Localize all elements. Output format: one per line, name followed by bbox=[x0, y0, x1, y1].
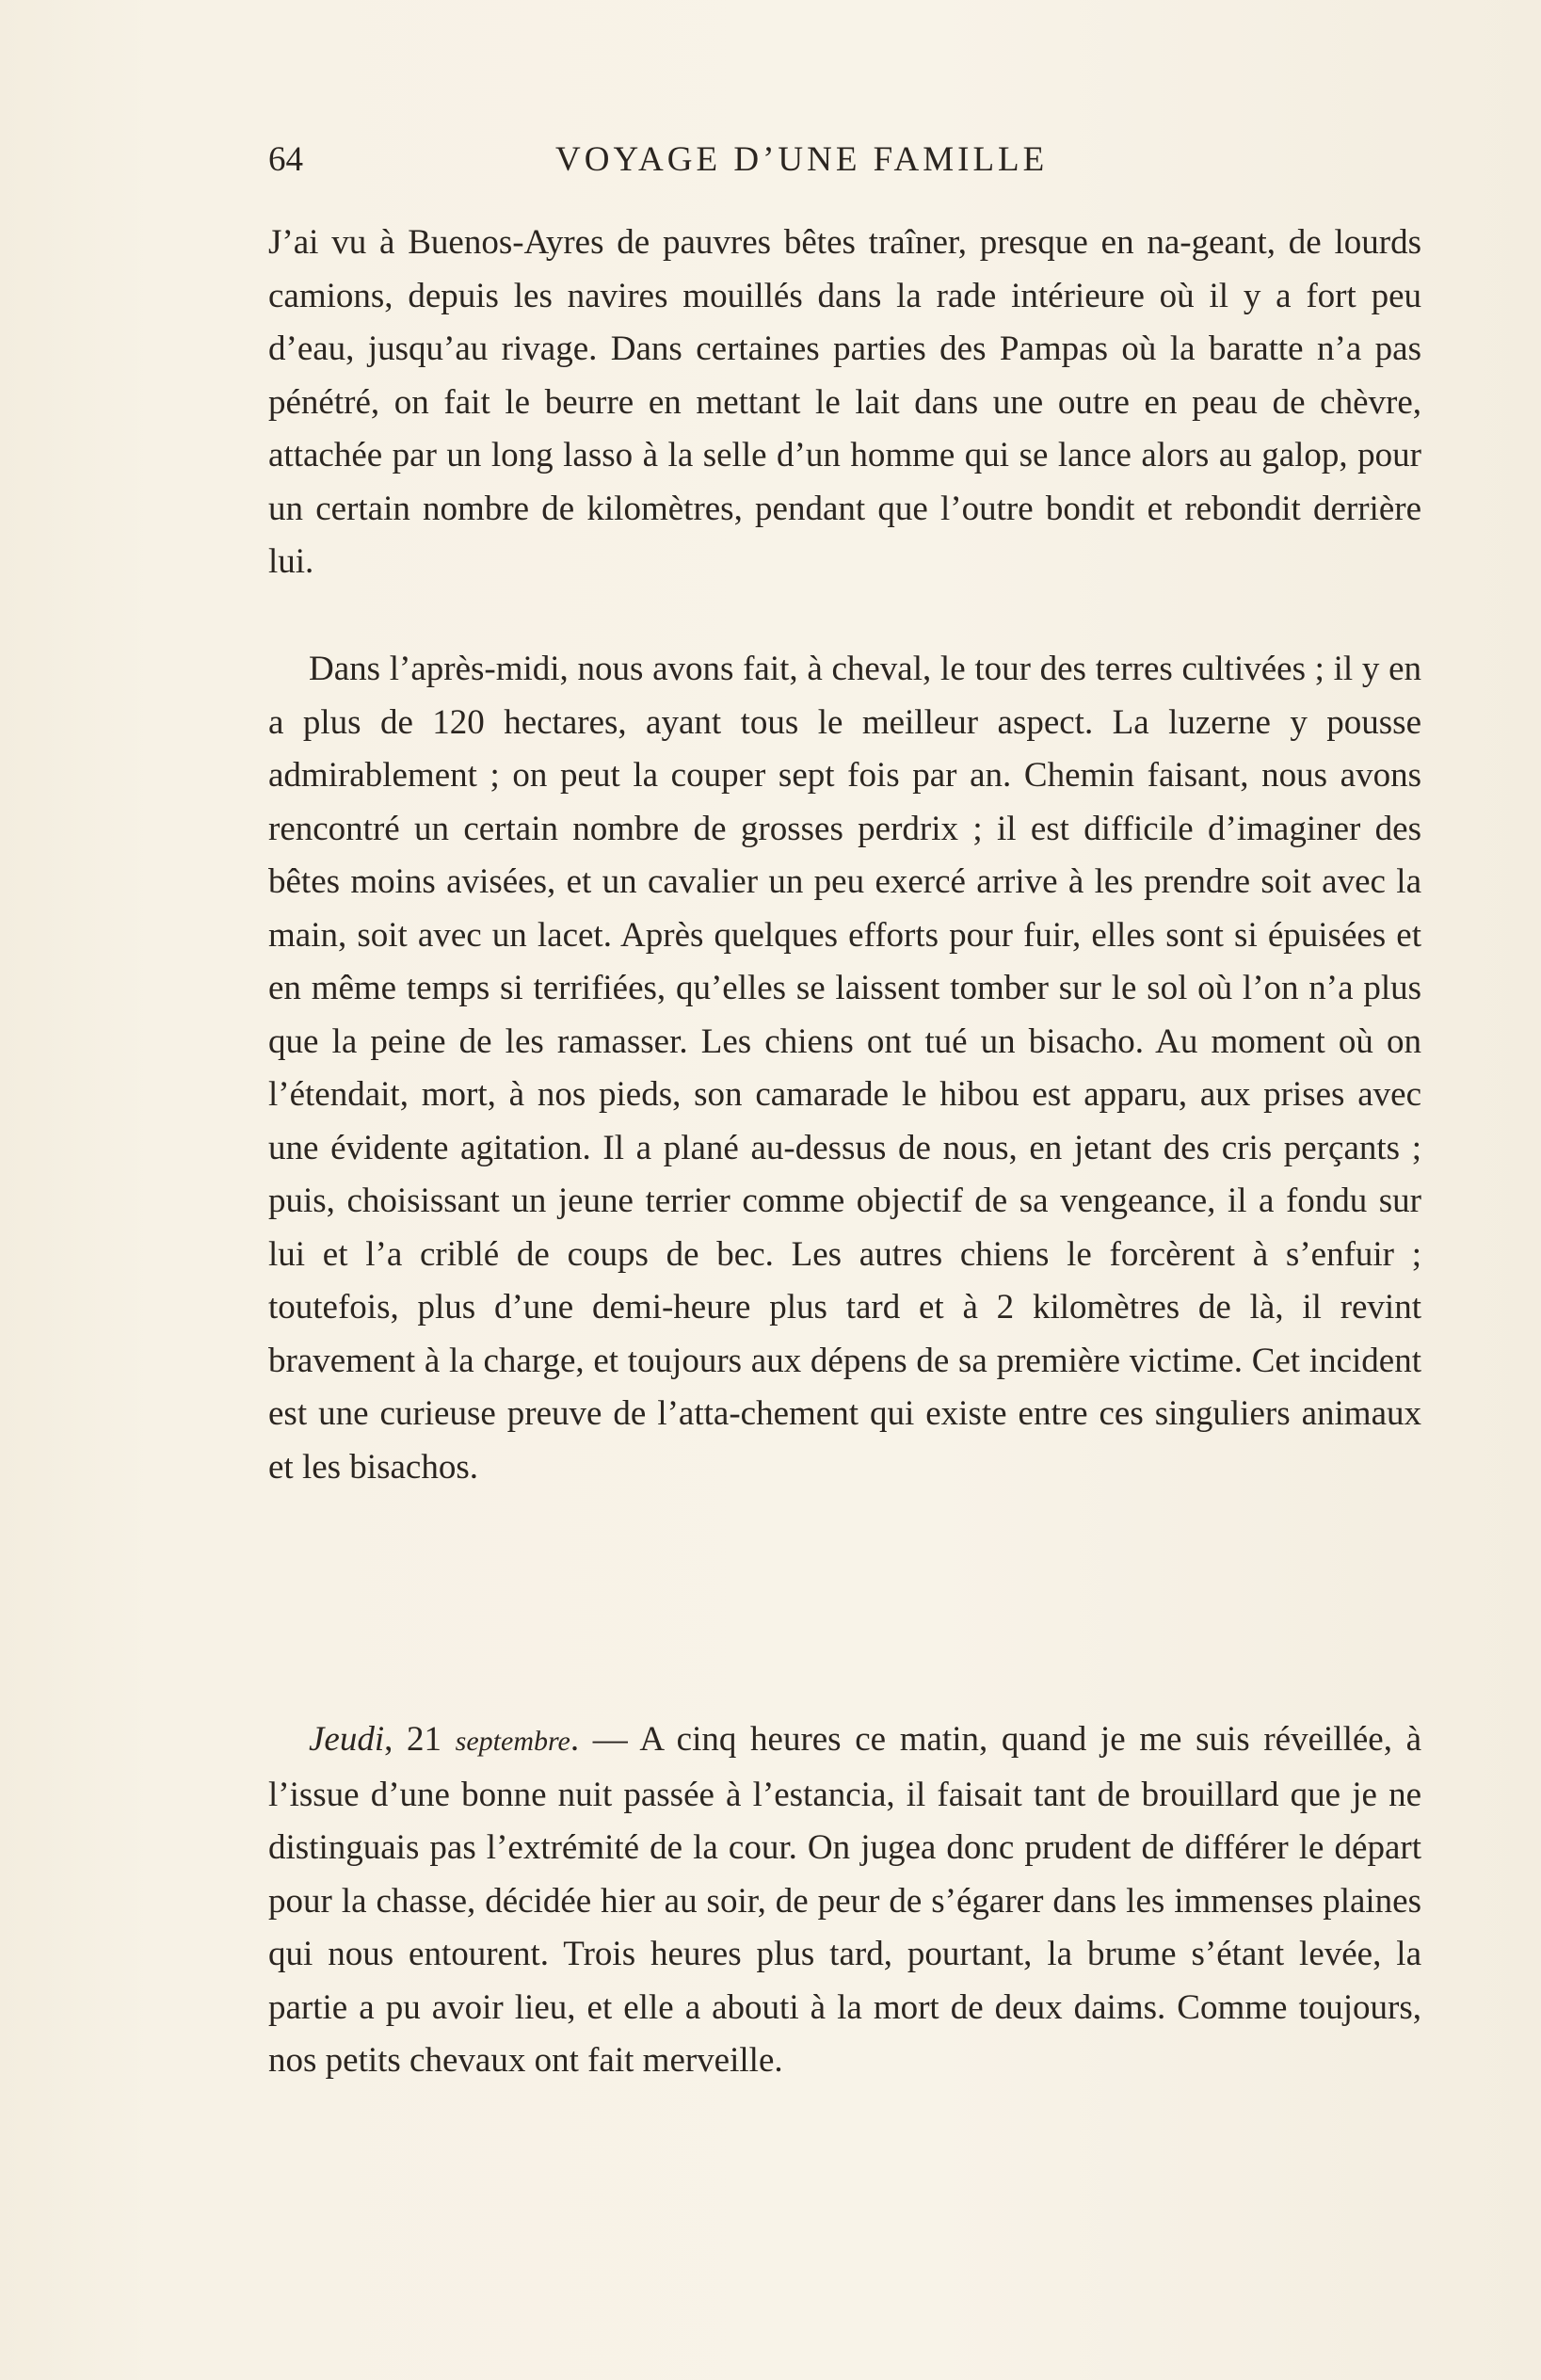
paragraph-3-text bbox=[268, 1713, 1421, 2088]
running-title: VOYAGE D’UNE FAMILLE bbox=[555, 140, 1049, 179]
diary-date-day: Jeudi bbox=[309, 1720, 385, 1759]
paragraph-1-text: J’ai vu à Buenos-Ayres de pauvres bêtes traîner, presque en na-geant, de lourds camions, depuis les navires mouillés dans la rade intérieure où il y a fort peu d’eau, jusqu’au rivage. Dans certaines parties des Pampas où la baratte n’a pas pénétré, on fait le beurre en mettant le lait dans une outre en peau de chèvre, attachée par un long lasso à la selle d’un homme qui se lance alors au galop, pour un certain nombre de kilomètres, pendant que l’outre bondit et rebondit derrière lui. bbox=[268, 223, 1421, 581]
diary-date-month bbox=[456, 1720, 570, 1759]
page-header bbox=[268, 139, 1421, 186]
paragraph-2 bbox=[268, 643, 1421, 1494]
paragraph-3 bbox=[268, 1713, 1421, 2088]
diary-date-month-text: septembre bbox=[455, 1726, 570, 1757]
paragraph-2-text: Dans l’après-midi, nous avons fait, à cheval, le tour des terres cultivées ; il y en a plus de 120 hectares, ayant tous le meilleur aspect. La luzerne y pousse admirablement ; on peut la couper sept fois par an. Chemin faisant, nous avons rencontré un certain nombre de grosses perdrix ; il est difficile d’imaginer des bêtes moins avisées, et un cavalier un peu exercé arrive à les prendre soit avec la main, soit avec un lacet. Après quelques efforts pour fuir, elles sont si épuisées et en même temps si terrifiées, qu’elles se laissent tomber sur le sol où l’on n’a plus que la peine de les ramasser. Les chiens ont tué un bisacho. Au moment où on l’étendait, mort, à nos pieds, son camarade le hibou est apparu, aux prises avec une évidente agitation. Il a plané au-dessus de nous, en jetant des cris perçants ; puis, choisissant un jeune terrier comme objectif de sa vengeance, il a fondu sur lui et l’a criblé de coups de bec. Les autres chiens le forcèrent à s’enfuir ; toutefois, plus d’une demi-heure plus tard et à 2 kilomètres de là, il revint bravement à la charge, et toujours aux dépens de sa première victime. Cet incident est une curieuse preuve de l’atta-chement qui existe entre ces singuliers animaux et les bisachos. bbox=[268, 650, 1421, 1487]
page-number: 64 bbox=[268, 140, 303, 179]
diary-date-number: , 21 bbox=[384, 1720, 456, 1759]
paragraph-3-body: . — A cinq heures ce matin, quand je me suis réveillée, à l’issue d’une bonne nuit passée à l’estancia, il faisait tant de brouillard que je ne distinguais pas l’extrémité de la cour. On jugea donc prudent de différer le départ pour la chasse, décidée hier au soir, de peur de s’égarer dans les immenses plaines qui nous entourent. Trois heures plus tard, pourtant, la brume s’étant levée, la partie a pu avoir lieu, et elle a abouti à la mort de deux daims. Comme toujours, nos petits chevaux ont fait merveille. bbox=[268, 1720, 1422, 2080]
paragraph-1 bbox=[268, 217, 1421, 589]
